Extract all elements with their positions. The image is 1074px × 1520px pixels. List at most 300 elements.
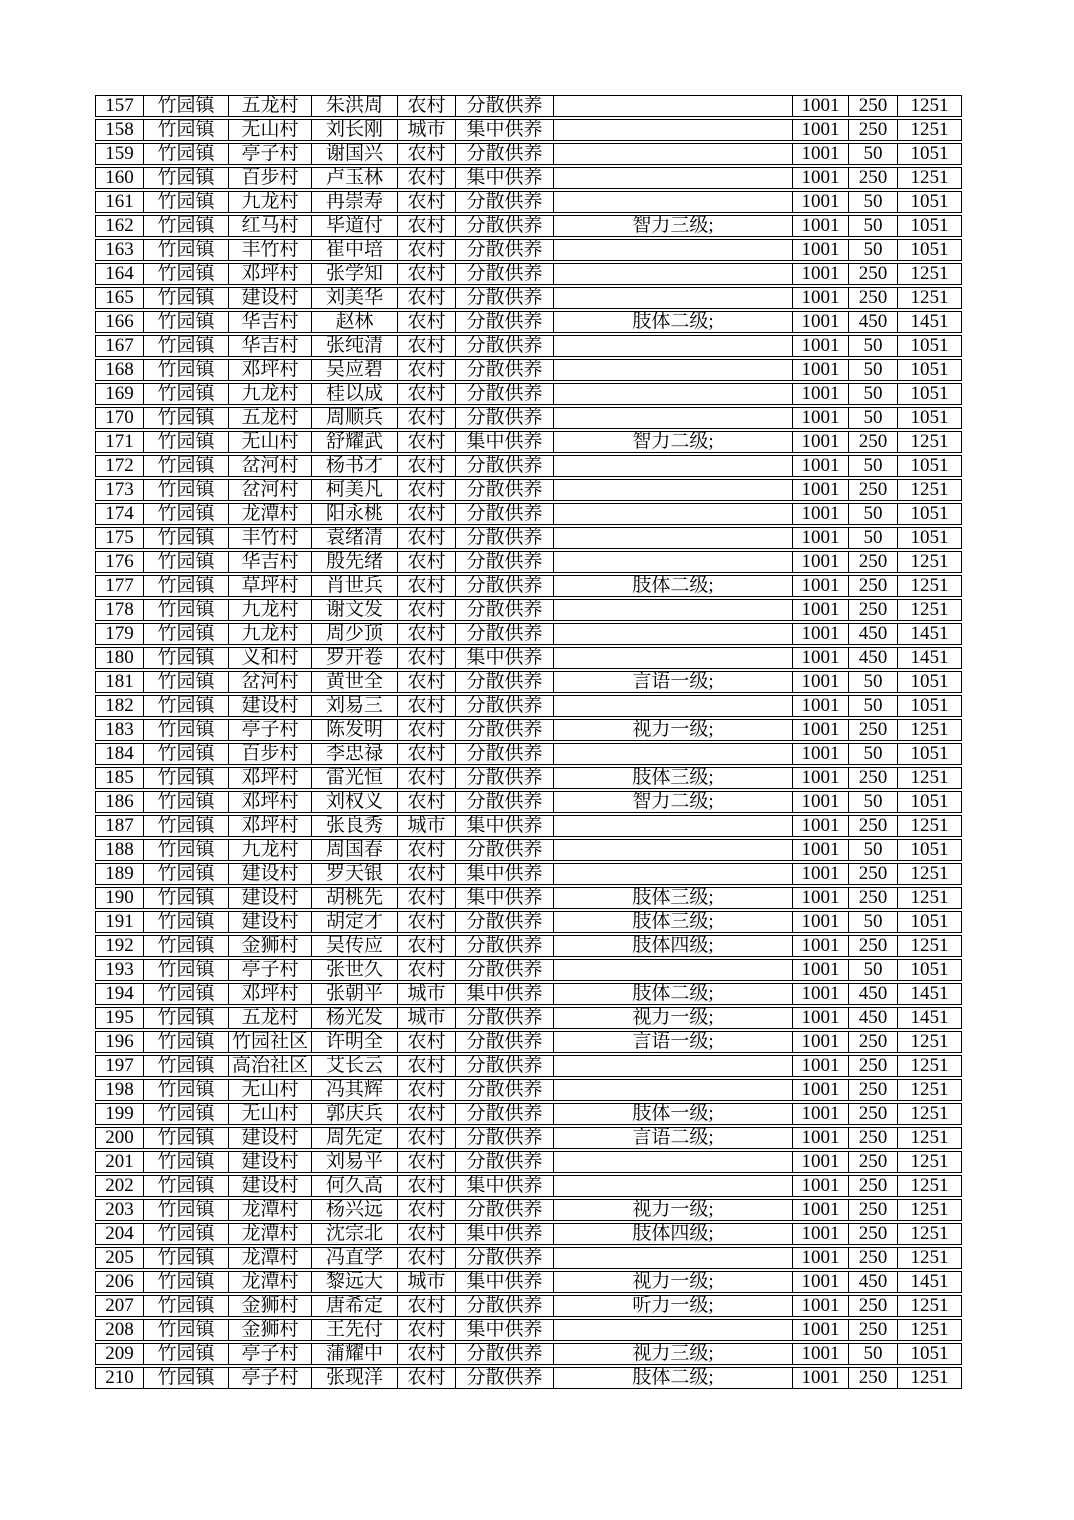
cell-total-amount: 1451 bbox=[897, 311, 962, 333]
cell-subsidy-amount: 450 bbox=[848, 1271, 897, 1293]
cell-base-amount: 1001 bbox=[792, 383, 848, 405]
cell-town: 竹园镇 bbox=[143, 671, 228, 693]
cell-total-amount: 1251 bbox=[897, 599, 962, 621]
cell-row-number: 193 bbox=[95, 959, 143, 981]
cell-village: 九龙村 bbox=[228, 839, 311, 861]
cell-town: 竹园镇 bbox=[143, 1079, 228, 1101]
table-row bbox=[95, 671, 962, 693]
cell-disability-level: 听力一级; bbox=[553, 1295, 792, 1317]
cell-subsidy-amount: 50 bbox=[848, 335, 897, 357]
cell-disability-level bbox=[553, 143, 792, 165]
cell-subsidy-amount: 250 bbox=[848, 599, 897, 621]
cell-person-name: 赵林 bbox=[311, 311, 397, 333]
cell-person-name: 谢国兴 bbox=[311, 143, 397, 165]
cell-residence-type: 农村 bbox=[397, 599, 455, 621]
cell-town: 竹园镇 bbox=[143, 191, 228, 213]
cell-subsidy-amount: 250 bbox=[848, 1319, 897, 1341]
cell-person-name: 黄世全 bbox=[311, 671, 397, 693]
cell-row-number: 159 bbox=[95, 143, 143, 165]
table-row bbox=[95, 1319, 962, 1341]
cell-row-number: 170 bbox=[95, 407, 143, 429]
table-row bbox=[95, 1271, 962, 1293]
cell-row-number: 163 bbox=[95, 239, 143, 261]
cell-town: 竹园镇 bbox=[143, 1103, 228, 1125]
table-row bbox=[95, 743, 962, 765]
cell-base-amount: 1001 bbox=[792, 1031, 848, 1053]
table-row bbox=[95, 95, 962, 117]
cell-base-amount: 1001 bbox=[792, 143, 848, 165]
cell-residence-type: 农村 bbox=[397, 1367, 455, 1389]
cell-person-name: 张纯清 bbox=[311, 335, 397, 357]
cell-total-amount: 1451 bbox=[897, 1007, 962, 1029]
cell-person-name: 郭庆兵 bbox=[311, 1103, 397, 1125]
cell-residence-type: 农村 bbox=[397, 1103, 455, 1125]
cell-base-amount: 1001 bbox=[792, 743, 848, 765]
cell-village: 邓坪村 bbox=[228, 263, 311, 285]
cell-total-amount: 1251 bbox=[897, 767, 962, 789]
table-row bbox=[95, 719, 962, 741]
cell-person-name: 艾长云 bbox=[311, 1055, 397, 1077]
cell-subsidy-amount: 50 bbox=[848, 191, 897, 213]
cell-support-type: 分散供养 bbox=[455, 215, 553, 237]
table-row bbox=[95, 1103, 962, 1125]
table-row bbox=[95, 887, 962, 909]
cell-residence-type: 农村 bbox=[397, 719, 455, 741]
cell-town: 竹园镇 bbox=[143, 1127, 228, 1149]
cell-residence-type: 农村 bbox=[397, 647, 455, 669]
cell-residence-type: 农村 bbox=[397, 191, 455, 213]
cell-village: 龙潭村 bbox=[228, 1271, 311, 1293]
cell-row-number: 202 bbox=[95, 1175, 143, 1197]
cell-disability-level: 视力一级; bbox=[553, 1199, 792, 1221]
cell-subsidy-amount: 250 bbox=[848, 287, 897, 309]
cell-base-amount: 1001 bbox=[792, 1103, 848, 1125]
cell-base-amount: 1001 bbox=[792, 671, 848, 693]
cell-village: 丰竹村 bbox=[228, 527, 311, 549]
cell-town: 竹园镇 bbox=[143, 1007, 228, 1029]
cell-town: 竹园镇 bbox=[143, 239, 228, 261]
cell-total-amount: 1251 bbox=[897, 935, 962, 957]
table-row bbox=[95, 215, 962, 237]
cell-town: 竹园镇 bbox=[143, 359, 228, 381]
table-row bbox=[95, 647, 962, 669]
cell-row-number: 165 bbox=[95, 287, 143, 309]
cell-residence-type: 城市 bbox=[397, 983, 455, 1005]
cell-row-number: 178 bbox=[95, 599, 143, 621]
cell-residence-type: 农村 bbox=[397, 1151, 455, 1173]
cell-support-type: 分散供养 bbox=[455, 719, 553, 741]
cell-subsidy-amount: 250 bbox=[848, 479, 897, 501]
cell-town: 竹园镇 bbox=[143, 959, 228, 981]
cell-disability-level: 肢体一级; bbox=[553, 1103, 792, 1125]
cell-base-amount: 1001 bbox=[792, 551, 848, 573]
cell-village: 红马村 bbox=[228, 215, 311, 237]
cell-person-name: 杨光发 bbox=[311, 1007, 397, 1029]
cell-village: 邓坪村 bbox=[228, 359, 311, 381]
cell-village: 百步村 bbox=[228, 743, 311, 765]
cell-town: 竹园镇 bbox=[143, 455, 228, 477]
table-row bbox=[95, 551, 962, 573]
cell-base-amount: 1001 bbox=[792, 431, 848, 453]
cell-disability-level: 智力三级; bbox=[553, 215, 792, 237]
cell-row-number: 201 bbox=[95, 1151, 143, 1173]
cell-row-number: 200 bbox=[95, 1127, 143, 1149]
cell-base-amount: 1001 bbox=[792, 623, 848, 645]
table-row bbox=[95, 119, 962, 141]
table-row bbox=[95, 911, 962, 933]
cell-person-name: 沈宗北 bbox=[311, 1223, 397, 1245]
cell-town: 竹园镇 bbox=[143, 143, 228, 165]
cell-base-amount: 1001 bbox=[792, 1367, 848, 1389]
cell-residence-type: 农村 bbox=[397, 407, 455, 429]
table-row bbox=[95, 239, 962, 261]
cell-person-name: 冯直学 bbox=[311, 1247, 397, 1269]
cell-residence-type: 农村 bbox=[397, 143, 455, 165]
cell-person-name: 胡桃先 bbox=[311, 887, 397, 909]
cell-row-number: 207 bbox=[95, 1295, 143, 1317]
cell-total-amount: 1251 bbox=[897, 1079, 962, 1101]
cell-village: 五龙村 bbox=[228, 407, 311, 429]
cell-residence-type: 农村 bbox=[397, 383, 455, 405]
cell-support-type: 分散供养 bbox=[455, 407, 553, 429]
cell-subsidy-amount: 250 bbox=[848, 1295, 897, 1317]
cell-village: 华吉村 bbox=[228, 311, 311, 333]
cell-base-amount: 1001 bbox=[792, 1007, 848, 1029]
cell-disability-level bbox=[553, 479, 792, 501]
cell-support-type: 分散供养 bbox=[455, 1199, 553, 1221]
cell-base-amount: 1001 bbox=[792, 1175, 848, 1197]
cell-person-name: 张现洋 bbox=[311, 1367, 397, 1389]
cell-residence-type: 农村 bbox=[397, 503, 455, 525]
cell-village: 邓坪村 bbox=[228, 791, 311, 813]
table-row bbox=[95, 1151, 962, 1173]
cell-row-number: 205 bbox=[95, 1247, 143, 1269]
cell-subsidy-amount: 250 bbox=[848, 431, 897, 453]
cell-person-name: 朱洪周 bbox=[311, 95, 397, 117]
cell-residence-type: 农村 bbox=[397, 1055, 455, 1077]
cell-subsidy-amount: 250 bbox=[848, 575, 897, 597]
table-row bbox=[95, 143, 962, 165]
cell-residence-type: 农村 bbox=[397, 527, 455, 549]
cell-residence-type: 农村 bbox=[397, 791, 455, 813]
cell-base-amount: 1001 bbox=[792, 719, 848, 741]
cell-total-amount: 1051 bbox=[897, 455, 962, 477]
cell-subsidy-amount: 250 bbox=[848, 815, 897, 837]
cell-base-amount: 1001 bbox=[792, 791, 848, 813]
cell-support-type: 分散供养 bbox=[455, 1151, 553, 1173]
cell-residence-type: 农村 bbox=[397, 311, 455, 333]
cell-subsidy-amount: 50 bbox=[848, 407, 897, 429]
cell-support-type: 分散供养 bbox=[455, 527, 553, 549]
table-row bbox=[95, 359, 962, 381]
cell-subsidy-amount: 50 bbox=[848, 503, 897, 525]
cell-town: 竹园镇 bbox=[143, 983, 228, 1005]
cell-row-number: 168 bbox=[95, 359, 143, 381]
cell-base-amount: 1001 bbox=[792, 527, 848, 549]
cell-support-type: 集中供养 bbox=[455, 1271, 553, 1293]
cell-disability-level bbox=[553, 119, 792, 141]
cell-village: 亭子村 bbox=[228, 959, 311, 981]
cell-residence-type: 农村 bbox=[397, 1079, 455, 1101]
cell-town: 竹园镇 bbox=[143, 1055, 228, 1077]
cell-disability-level: 肢体四级; bbox=[553, 935, 792, 957]
table-row bbox=[95, 383, 962, 405]
cell-disability-level bbox=[553, 959, 792, 981]
cell-town: 竹园镇 bbox=[143, 95, 228, 117]
cell-town: 竹园镇 bbox=[143, 527, 228, 549]
cell-base-amount: 1001 bbox=[792, 119, 848, 141]
table-row bbox=[95, 959, 962, 981]
cell-town: 竹园镇 bbox=[143, 599, 228, 621]
cell-town: 竹园镇 bbox=[143, 767, 228, 789]
table-row bbox=[95, 1007, 962, 1029]
cell-row-number: 158 bbox=[95, 119, 143, 141]
cell-subsidy-amount: 50 bbox=[848, 527, 897, 549]
cell-support-type: 集中供养 bbox=[455, 815, 553, 837]
cell-person-name: 黎远大 bbox=[311, 1271, 397, 1293]
cell-row-number: 172 bbox=[95, 455, 143, 477]
cell-total-amount: 1251 bbox=[897, 1127, 962, 1149]
cell-support-type: 分散供养 bbox=[455, 335, 553, 357]
cell-village: 华吉村 bbox=[228, 551, 311, 573]
table-body bbox=[95, 95, 962, 1389]
table-row bbox=[95, 167, 962, 189]
cell-subsidy-amount: 50 bbox=[848, 359, 897, 381]
cell-support-type: 集中供养 bbox=[455, 431, 553, 453]
cell-town: 竹园镇 bbox=[143, 863, 228, 885]
cell-town: 竹园镇 bbox=[143, 167, 228, 189]
cell-village: 竹园社区 bbox=[228, 1031, 311, 1053]
cell-total-amount: 1251 bbox=[897, 863, 962, 885]
cell-base-amount: 1001 bbox=[792, 1127, 848, 1149]
cell-disability-level bbox=[553, 599, 792, 621]
cell-row-number: 206 bbox=[95, 1271, 143, 1293]
cell-town: 竹园镇 bbox=[143, 1271, 228, 1293]
cell-village: 建设村 bbox=[228, 287, 311, 309]
cell-village: 龙潭村 bbox=[228, 1223, 311, 1245]
cell-total-amount: 1251 bbox=[897, 551, 962, 573]
cell-town: 竹园镇 bbox=[143, 1247, 228, 1269]
cell-subsidy-amount: 250 bbox=[848, 1103, 897, 1125]
cell-person-name: 刘易平 bbox=[311, 1151, 397, 1173]
cell-village: 岔河村 bbox=[228, 455, 311, 477]
cell-town: 竹园镇 bbox=[143, 263, 228, 285]
cell-disability-level bbox=[553, 1175, 792, 1197]
cell-support-type: 分散供养 bbox=[455, 575, 553, 597]
cell-village: 亭子村 bbox=[228, 1343, 311, 1365]
cell-support-type: 集中供养 bbox=[455, 1223, 553, 1245]
cell-total-amount: 1051 bbox=[897, 407, 962, 429]
cell-residence-type: 农村 bbox=[397, 1223, 455, 1245]
cell-person-name: 刘易三 bbox=[311, 695, 397, 717]
cell-base-amount: 1001 bbox=[792, 1295, 848, 1317]
cell-disability-level: 言语一级; bbox=[553, 671, 792, 693]
cell-row-number: 182 bbox=[95, 695, 143, 717]
cell-support-type: 分散供养 bbox=[455, 503, 553, 525]
cell-support-type: 分散供养 bbox=[455, 1127, 553, 1149]
cell-total-amount: 1051 bbox=[897, 191, 962, 213]
cell-person-name: 杨书才 bbox=[311, 455, 397, 477]
cell-total-amount: 1051 bbox=[897, 671, 962, 693]
cell-total-amount: 1051 bbox=[897, 239, 962, 261]
cell-disability-level bbox=[553, 743, 792, 765]
cell-support-type: 集中供养 bbox=[455, 983, 553, 1005]
cell-row-number: 166 bbox=[95, 311, 143, 333]
table-row bbox=[95, 983, 962, 1005]
cell-total-amount: 1251 bbox=[897, 167, 962, 189]
table-row bbox=[95, 1175, 962, 1197]
cell-village: 五龙村 bbox=[228, 95, 311, 117]
cell-support-type: 分散供养 bbox=[455, 767, 553, 789]
cell-village: 无山村 bbox=[228, 1079, 311, 1101]
cell-town: 竹园镇 bbox=[143, 431, 228, 453]
cell-person-name: 张世久 bbox=[311, 959, 397, 981]
cell-base-amount: 1001 bbox=[792, 311, 848, 333]
cell-residence-type: 农村 bbox=[397, 671, 455, 693]
cell-subsidy-amount: 450 bbox=[848, 623, 897, 645]
cell-village: 九龙村 bbox=[228, 599, 311, 621]
cell-subsidy-amount: 450 bbox=[848, 311, 897, 333]
cell-town: 竹园镇 bbox=[143, 503, 228, 525]
cell-support-type: 分散供养 bbox=[455, 1055, 553, 1077]
cell-base-amount: 1001 bbox=[792, 695, 848, 717]
cell-support-type: 分散供养 bbox=[455, 95, 553, 117]
cell-support-type: 分散供养 bbox=[455, 191, 553, 213]
cell-support-type: 集中供养 bbox=[455, 1175, 553, 1197]
table-row bbox=[95, 311, 962, 333]
cell-town: 竹园镇 bbox=[143, 887, 228, 909]
cell-support-type: 分散供养 bbox=[455, 623, 553, 645]
cell-disability-level bbox=[553, 695, 792, 717]
cell-disability-level bbox=[553, 503, 792, 525]
cell-row-number: 198 bbox=[95, 1079, 143, 1101]
cell-residence-type: 农村 bbox=[397, 1319, 455, 1341]
cell-support-type: 分散供养 bbox=[455, 1007, 553, 1029]
table-row bbox=[95, 623, 962, 645]
cell-town: 竹园镇 bbox=[143, 1175, 228, 1197]
cell-disability-level: 视力一级; bbox=[553, 1271, 792, 1293]
cell-total-amount: 1051 bbox=[897, 503, 962, 525]
cell-village: 亭子村 bbox=[228, 719, 311, 741]
cell-row-number: 185 bbox=[95, 767, 143, 789]
cell-row-number: 169 bbox=[95, 383, 143, 405]
cell-subsidy-amount: 50 bbox=[848, 743, 897, 765]
cell-support-type: 分散供养 bbox=[455, 239, 553, 261]
cell-subsidy-amount: 250 bbox=[848, 1199, 897, 1221]
cell-base-amount: 1001 bbox=[792, 1319, 848, 1341]
cell-town: 竹园镇 bbox=[143, 743, 228, 765]
cell-residence-type: 农村 bbox=[397, 335, 455, 357]
cell-support-type: 分散供养 bbox=[455, 1031, 553, 1053]
cell-support-type: 分散供养 bbox=[455, 551, 553, 573]
cell-row-number: 194 bbox=[95, 983, 143, 1005]
cell-total-amount: 1051 bbox=[897, 359, 962, 381]
cell-subsidy-amount: 250 bbox=[848, 1055, 897, 1077]
cell-base-amount: 1001 bbox=[792, 647, 848, 669]
cell-row-number: 196 bbox=[95, 1031, 143, 1053]
cell-base-amount: 1001 bbox=[792, 239, 848, 261]
cell-village: 义和村 bbox=[228, 647, 311, 669]
cell-town: 竹园镇 bbox=[143, 287, 228, 309]
cell-residence-type: 农村 bbox=[397, 863, 455, 885]
cell-disability-level bbox=[553, 839, 792, 861]
cell-village: 五龙村 bbox=[228, 1007, 311, 1029]
cell-support-type: 集中供养 bbox=[455, 1319, 553, 1341]
cell-residence-type: 农村 bbox=[397, 215, 455, 237]
cell-village: 百步村 bbox=[228, 167, 311, 189]
cell-base-amount: 1001 bbox=[792, 1199, 848, 1221]
cell-support-type: 集中供养 bbox=[455, 887, 553, 909]
cell-support-type: 集中供养 bbox=[455, 863, 553, 885]
cell-disability-level: 言语二级; bbox=[553, 1127, 792, 1149]
cell-disability-level: 肢体二级; bbox=[553, 1367, 792, 1389]
cell-person-name: 冯其辉 bbox=[311, 1079, 397, 1101]
cell-disability-level: 肢体三级; bbox=[553, 887, 792, 909]
cell-person-name: 许明全 bbox=[311, 1031, 397, 1053]
cell-person-name: 杨兴远 bbox=[311, 1199, 397, 1221]
cell-support-type: 分散供养 bbox=[455, 1247, 553, 1269]
cell-row-number: 208 bbox=[95, 1319, 143, 1341]
cell-disability-level bbox=[553, 335, 792, 357]
cell-total-amount: 1051 bbox=[897, 215, 962, 237]
cell-town: 竹园镇 bbox=[143, 1151, 228, 1173]
cell-town: 竹园镇 bbox=[143, 1343, 228, 1365]
cell-base-amount: 1001 bbox=[792, 503, 848, 525]
cell-row-number: 190 bbox=[95, 887, 143, 909]
cell-subsidy-amount: 250 bbox=[848, 1031, 897, 1053]
cell-disability-level: 肢体三级; bbox=[553, 911, 792, 933]
cell-row-number: 192 bbox=[95, 935, 143, 957]
cell-total-amount: 1051 bbox=[897, 839, 962, 861]
cell-person-name: 毕道付 bbox=[311, 215, 397, 237]
cell-residence-type: 农村 bbox=[397, 767, 455, 789]
cell-row-number: 171 bbox=[95, 431, 143, 453]
cell-town: 竹园镇 bbox=[143, 839, 228, 861]
cell-base-amount: 1001 bbox=[792, 359, 848, 381]
cell-town: 竹园镇 bbox=[143, 335, 228, 357]
cell-residence-type: 农村 bbox=[397, 263, 455, 285]
cell-support-type: 分散供养 bbox=[455, 671, 553, 693]
cell-town: 竹园镇 bbox=[143, 1367, 228, 1389]
cell-total-amount: 1451 bbox=[897, 647, 962, 669]
cell-residence-type: 农村 bbox=[397, 623, 455, 645]
cell-town: 竹园镇 bbox=[143, 647, 228, 669]
cell-disability-level bbox=[553, 383, 792, 405]
cell-town: 竹园镇 bbox=[143, 935, 228, 957]
table-row bbox=[95, 575, 962, 597]
cell-residence-type: 农村 bbox=[397, 551, 455, 573]
cell-base-amount: 1001 bbox=[792, 1247, 848, 1269]
cell-subsidy-amount: 50 bbox=[848, 455, 897, 477]
cell-residence-type: 农村 bbox=[397, 743, 455, 765]
table-row bbox=[95, 455, 962, 477]
cell-row-number: 203 bbox=[95, 1199, 143, 1221]
table-row bbox=[95, 695, 962, 717]
cell-person-name: 王先付 bbox=[311, 1319, 397, 1341]
cell-row-number: 173 bbox=[95, 479, 143, 501]
cell-base-amount: 1001 bbox=[792, 935, 848, 957]
cell-residence-type: 农村 bbox=[397, 1295, 455, 1317]
cell-subsidy-amount: 50 bbox=[848, 695, 897, 717]
cell-subsidy-amount: 50 bbox=[848, 383, 897, 405]
table-row bbox=[95, 791, 962, 813]
cell-person-name: 唐希定 bbox=[311, 1295, 397, 1317]
cell-village: 九龙村 bbox=[228, 623, 311, 645]
cell-village: 岔河村 bbox=[228, 479, 311, 501]
cell-person-name: 罗天银 bbox=[311, 863, 397, 885]
cell-base-amount: 1001 bbox=[792, 1079, 848, 1101]
cell-row-number: 162 bbox=[95, 215, 143, 237]
